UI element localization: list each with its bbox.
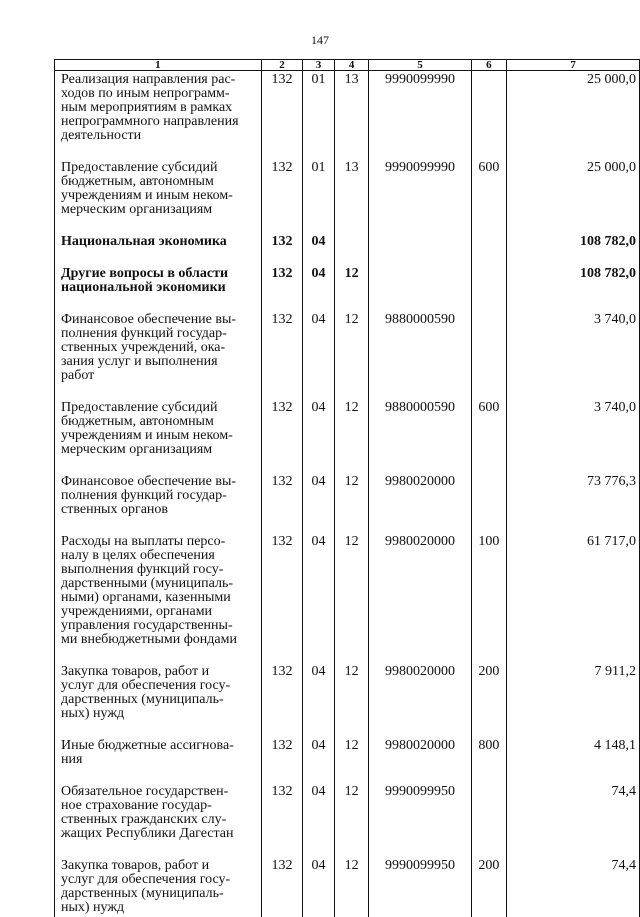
target-article-code: 9880000590	[369, 401, 471, 475]
admin-code: 132	[261, 665, 303, 739]
expense-type-code	[471, 313, 507, 401]
row-name: Другие вопросы в области национальной экономики	[55, 267, 262, 313]
table-row	[55, 401, 640, 475]
section-code: 04	[303, 313, 335, 401]
section-code: 04	[303, 859, 335, 917]
amount: 108 782,0	[507, 235, 640, 267]
amount: 3 740,0	[507, 401, 640, 475]
expense-type-code	[471, 235, 507, 267]
amount: 25 000,0	[507, 161, 640, 235]
admin-code: 132	[261, 313, 303, 401]
table-row	[55, 475, 640, 535]
section-code: 01	[303, 161, 335, 235]
section-code: 04	[303, 267, 335, 313]
expense-type-code: 600	[471, 161, 507, 235]
column-header: 4	[334, 60, 369, 71]
column-header: 2	[261, 60, 303, 71]
table-row	[55, 535, 640, 665]
subsection-code: 13	[334, 161, 369, 235]
column-header: 1	[55, 60, 262, 71]
table-row	[55, 739, 640, 785]
subsection-code: 12	[334, 401, 369, 475]
target-article-code: 9980020000	[369, 535, 471, 665]
table-row	[55, 161, 640, 235]
section-code: 04	[303, 401, 335, 475]
section-code: 04	[303, 475, 335, 535]
table-row	[55, 785, 640, 859]
row-name: Обязательное государствен- ное страхование государ- ственных гражданских слу- жащих Республики Дагестан	[55, 785, 262, 859]
amount: 7 911,2	[507, 665, 640, 739]
table-row	[55, 267, 640, 313]
subsection-code: 12	[334, 475, 369, 535]
target-article-code: 9980020000	[369, 475, 471, 535]
section-code: 04	[303, 785, 335, 859]
row-name: Закупка товаров, работ и услуг для обеспечения госу- дарственных (муниципаль- ных) нужд	[55, 859, 262, 917]
row-name: Иные бюджетные ассигнова- ния	[55, 739, 262, 785]
target-article-code	[369, 267, 471, 313]
row-name: Предоставление субсидий бюджетным, автономным учреждениям и иным неком- мерческим организациям	[55, 401, 262, 475]
row-name: Реализация направления рас- ходов по иным непрограмм- ным мероприятиям в рамках непрограммного направления деятельности	[55, 71, 262, 162]
subsection-code: 12	[334, 739, 369, 785]
subsection-code	[334, 235, 369, 267]
amount: 74,4	[507, 785, 640, 859]
row-name: Предоставление субсидий бюджетным, автономным учреждениям и иным неком- мерческим организациям	[55, 161, 262, 235]
table-row	[55, 235, 640, 267]
table-row	[55, 313, 640, 401]
row-name: Финансовое обеспечение вы- полнения функций государ- ственных учреждений, ока- зания услуг и выполнения работ	[55, 313, 262, 401]
admin-code: 132	[261, 475, 303, 535]
target-article-code	[369, 235, 471, 267]
admin-code: 132	[261, 161, 303, 235]
subsection-code: 12	[334, 313, 369, 401]
row-name: Расходы на выплаты персо- налу в целях обеспечения выполнения функций госу- дарственными (муниципаль- ными) органами, казенными учреждениями, органами управления государственны- ми внебюджетными фондами	[55, 535, 262, 665]
row-name: Закупка товаров, работ и услуг для обеспечения госу- дарственных (муниципаль- ных) нужд	[55, 665, 262, 739]
target-article-code: 9980020000	[369, 665, 471, 739]
row-name: Финансовое обеспечение вы- полнения функций государ- ственных органов	[55, 475, 262, 535]
amount: 108 782,0	[507, 267, 640, 313]
target-article-code: 9990099990	[369, 161, 471, 235]
column-header: 7	[507, 60, 640, 71]
admin-code: 132	[261, 71, 303, 162]
column-header: 6	[471, 60, 507, 71]
row-name: Национальная экономика	[55, 235, 262, 267]
budget-table	[54, 59, 640, 917]
expense-type-code: 200	[471, 665, 507, 739]
expense-type-code: 600	[471, 401, 507, 475]
amount: 73 776,3	[507, 475, 640, 535]
subsection-code: 12	[334, 859, 369, 917]
section-code: 01	[303, 71, 335, 162]
amount: 74,4	[507, 859, 640, 917]
expense-type-code: 800	[471, 739, 507, 785]
target-article-code: 9990099950	[369, 859, 471, 917]
section-code: 04	[303, 665, 335, 739]
section-code: 04	[303, 739, 335, 785]
subsection-code: 13	[334, 71, 369, 162]
admin-code: 132	[261, 535, 303, 665]
section-code: 04	[303, 535, 335, 665]
expense-type-code	[471, 475, 507, 535]
target-article-code: 9990099990	[369, 71, 471, 162]
amount: 4 148,1	[507, 739, 640, 785]
admin-code: 132	[261, 859, 303, 917]
amount: 25 000,0	[507, 71, 640, 162]
column-header: 5	[369, 60, 471, 71]
header-row	[55, 60, 640, 71]
table-row	[55, 859, 640, 917]
target-article-code: 9980020000	[369, 739, 471, 785]
amount: 3 740,0	[507, 313, 640, 401]
subsection-code: 12	[334, 535, 369, 665]
section-code: 04	[303, 235, 335, 267]
table-row	[55, 665, 640, 739]
expense-type-code	[471, 267, 507, 313]
page-number: 147	[311, 33, 329, 47]
admin-code: 132	[261, 401, 303, 475]
expense-type-code	[471, 785, 507, 859]
subsection-code: 12	[334, 665, 369, 739]
column-header: 3	[303, 60, 335, 71]
amount: 61 717,0	[507, 535, 640, 665]
admin-code: 132	[261, 235, 303, 267]
expense-type-code: 200	[471, 859, 507, 917]
admin-code: 132	[261, 267, 303, 313]
target-article-code: 9880000590	[369, 313, 471, 401]
subsection-code: 12	[334, 785, 369, 859]
table-row	[55, 71, 640, 162]
subsection-code: 12	[334, 267, 369, 313]
expense-type-code	[471, 71, 507, 162]
expense-type-code: 100	[471, 535, 507, 665]
admin-code: 132	[261, 785, 303, 859]
admin-code: 132	[261, 739, 303, 785]
target-article-code: 9990099950	[369, 785, 471, 859]
